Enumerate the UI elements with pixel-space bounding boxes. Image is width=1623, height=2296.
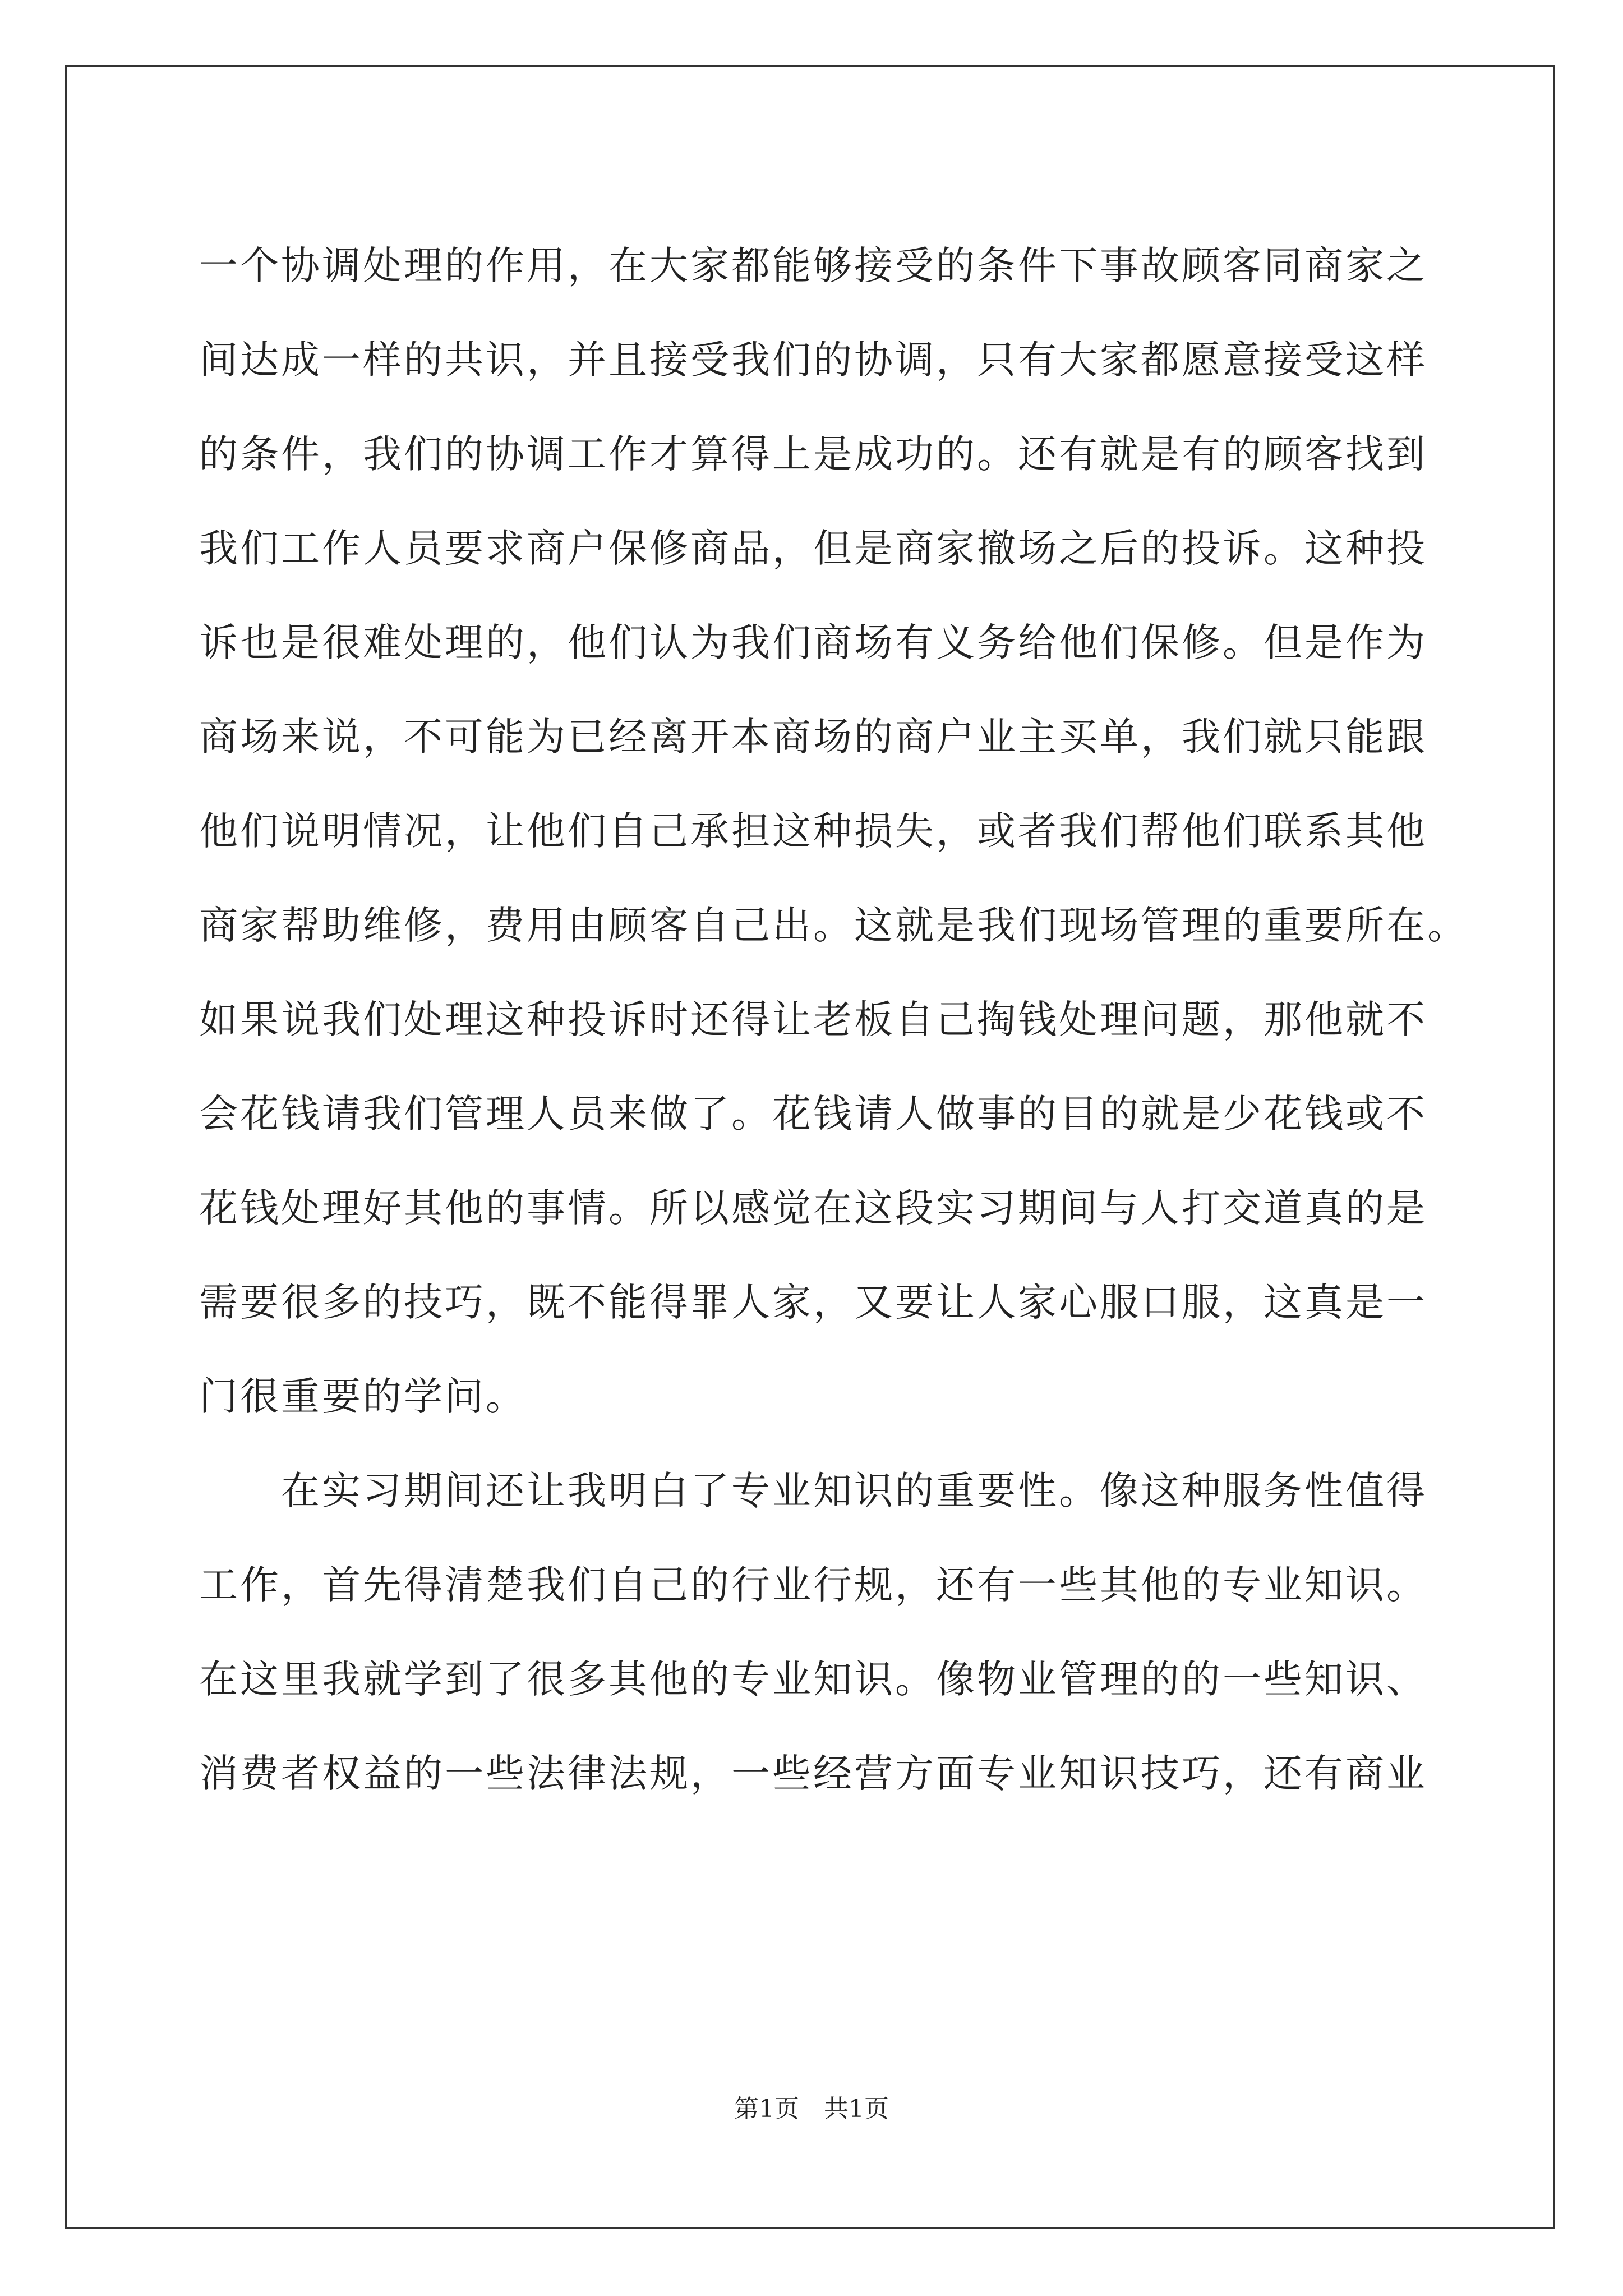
page-total: 共1页 [824,2095,889,2123]
page-number: 第1页 [734,2095,799,2123]
text-line: 会花钱请我们管理人员来做了。花钱请人做事的目的就是少花钱或不 [199,1092,1427,1137]
text-line: 他们说明情况，让他们自己承担这种损失，或者我们帮他们联系其他 [199,809,1427,854]
text-line: 需要很多的技巧，既不能得罪人家，又要让人家心服口服，这真是一 [199,1280,1427,1325]
page-footer [0,2092,1623,2126]
text-line: 花钱处理好其他的事情。所以感觉在这段实习期间与人打交道真的是 [199,1186,1427,1231]
text-line: 一个协调处理的作用，在大家都能够接受的条件下事故顾客同商家之 [199,243,1427,288]
text-line: 在这里我就学到了很多其他的专业知识。像物业管理的的一些知识、 [199,1657,1427,1702]
text-line: 门很重要的学问。 [199,1374,527,1419]
text-line: 诉也是很难处理的，他们认为我们商场有义务给他们保修。但是作为 [199,620,1427,665]
text-line: 间达成一样的共识，并且接受我们的协调，只有大家都愿意接受这样 [199,338,1427,383]
text-line: 消费者权益的一些法律法规，一些经营方面专业知识技巧，还有商业 [199,1751,1427,1796]
text-line: 工作，首先得清楚我们自己的行业行规，还有一些其他的专业知识。 [199,1563,1427,1608]
text-line: 我们工作人员要求商户保修商品，但是商家撤场之后的投诉。这种投 [199,526,1427,571]
text-line: 的条件，我们的协调工作才算得上是成功的。还有就是有的顾客找到 [199,432,1427,477]
text-line: 在实习期间还让我明白了专业知识的重要性。像这种服务性值得 [199,1469,1427,1513]
document-body [199,219,1468,1821]
text-line: 商场来说，不可能为已经离开本商场的商户业主买单，我们就只能跟 [199,715,1427,760]
text-line: 如果说我们处理这种投诉时还得让老板自己掏钱处理问题，那他就不 [199,997,1427,1042]
text-line: 商家帮助维修，费用由顾客自己出。这就是我们现场管理的重要所在。 [199,903,1468,948]
